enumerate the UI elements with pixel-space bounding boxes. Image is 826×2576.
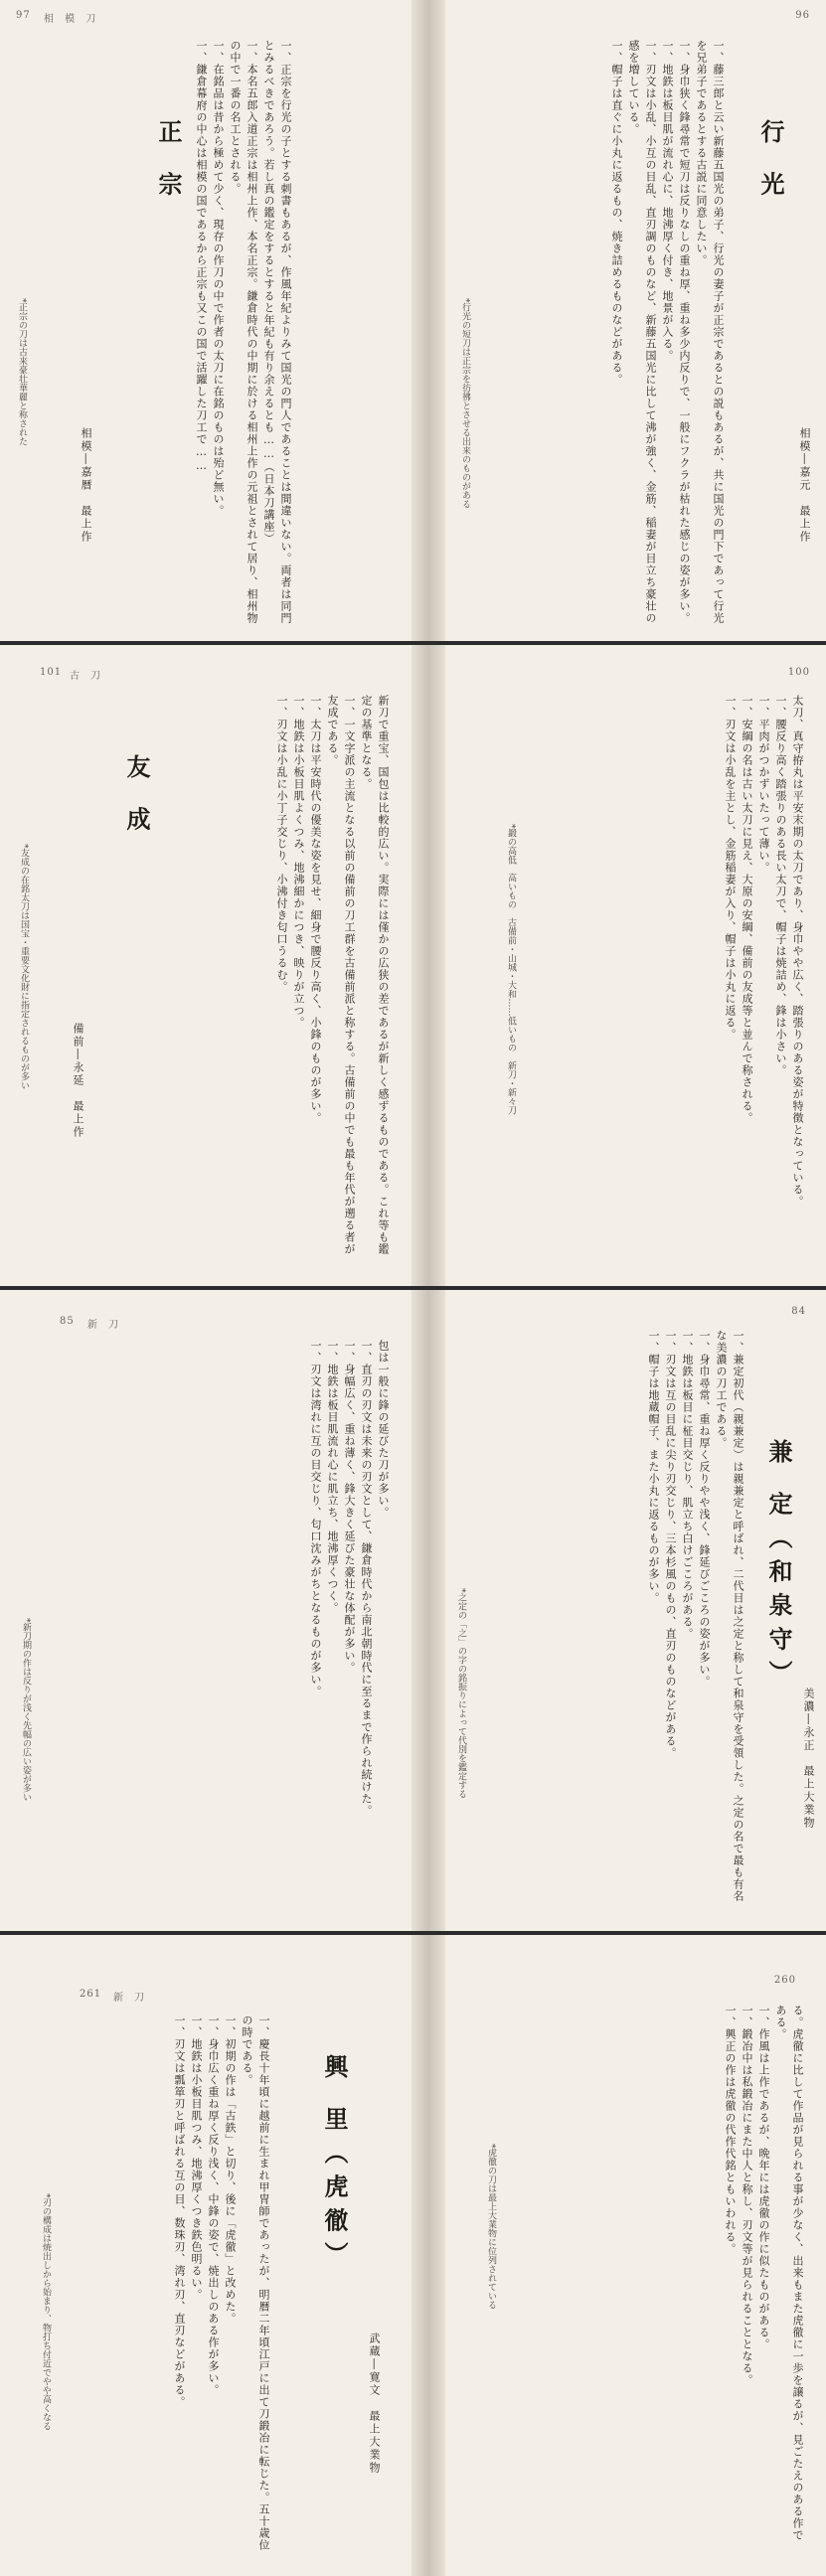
left-page <box>0 1290 412 1931</box>
running-head: 新 刀 <box>113 1993 149 2004</box>
running-head: 古 刀 <box>70 671 105 682</box>
running-head: 新 刀 <box>87 1320 123 1331</box>
entry-attribution: 武蔵―寛文 最上大業物 <box>368 2333 381 2475</box>
right-page <box>445 1935 826 2576</box>
right-page <box>445 0 826 641</box>
body-text: 太刀、真守拵丸は平安末期の太刀であり、身巾やや広く、踏張りのある姿が特徴となっている。 一、腰反り高く踏張りのある長い太刀で、帽子は焼詰め、鋒は小さい。 一、平肉がつかずいたって薄い。 一、安綱の名は古い太刀に見え、大原の安綱、備前の友成等と並んで称される。 一、刃文は小乱を主とし、金筋稲妻が入り、帽子は小丸に返る。 <box>724 695 804 1208</box>
running-head: 相 模 刀 <box>44 14 100 25</box>
book-spread-4 <box>0 1935 826 2576</box>
page-number: 84 <box>791 1306 806 1317</box>
entry-attribution: 相模―嘉元 最上作 <box>798 427 811 544</box>
footnote: *行光の短刀は正宗を彷彿とさせる出来のものがある <box>460 298 470 509</box>
entry-attribution: 備前―永延 最上作 <box>72 1023 84 1139</box>
book-spread-1 <box>0 0 826 641</box>
entry-attribution: 美濃―永正 最上大業物 <box>802 1688 815 1830</box>
page-number: 100 <box>787 667 810 678</box>
footnote: *鍛の高低 高いもの 古備前・山城・大和……低いもの 新刀・新々刀 <box>506 824 516 1115</box>
page-number: 101 <box>40 667 63 678</box>
left-page <box>0 1935 412 2576</box>
body-text: 一、正宗を行光の子とする刺書もあるが、作風年紀よりみて国光の門人であることは間違いない。両者は同門とみるべきであろう。若し真の鑑定をするとすると年紀も有り余えるとも……（日本刀講座） 一、本名五郎入道正宗は相州上作、本名正宗。鎌倉時代の中期に於ける相州上作の元祖とされて居り、相州物の中で一番の名工とされる。 一、在銘品は昔から極めて少く、現存の作刀の中で作者の太刀に在銘のものは殆ど無い。 一、鎌倉幕府の中心は相模の国であるから正宗も又この国で活躍した刀工で…… <box>195 40 292 624</box>
body-text: 包は一般に鋒の延びた刀が多い。 一、直刃の刃文は未来の刃文として、鎌倉時代から南北朝時代に至るまで作られ続けた。 一、身幅広く、重ね薄く、鋒大きく延びた豪壮な体配が多い。 一、地鉄は板目肌流れ心に肌立ち、地沸厚くつく。 一、刃文は湾れに互の目交じり、匂口沈みがちとなるものが多い。 <box>309 1340 390 1817</box>
entry-heading: 興 里（虎徹） <box>320 2054 349 2276</box>
entry-attribution: 相模―嘉暦 最上作 <box>80 427 92 544</box>
footnote: *友成の在銘太刀は国宝・重要文化財に指定されるものが多い <box>19 844 29 1090</box>
entry-heading: 正 宗 <box>154 119 183 206</box>
gutter <box>412 645 445 1286</box>
footnote: *刃の構成は焼出しから始まり、物打ち付近でやや高くなる <box>41 2193 51 2431</box>
page-number: 97 <box>16 10 31 21</box>
book-spread-3 <box>0 1290 826 1931</box>
body-text: 一、兼定初代（親兼定）は親兼定と呼ばれ、二代目は之定と称して和泉守を受領した。之定の名で最も有名な美濃の刀工である。 一、身巾尋常、重ね厚く反りやや浅く、鋒延びごころの姿が多い。 一、地鉄は板目に柾目交じり、肌立ち白けごころがある。 一、刃文は互の目乱に尖り刃交じり、三本杉風のもの、直刃のものなどがある。 一、帽子は地蔵帽子、また小丸に返るものが多い。 <box>647 1330 744 1902</box>
left-page <box>0 0 412 641</box>
footnote: *正宗の刀は古来豪壮華麗と称された <box>17 298 27 446</box>
gutter <box>412 1935 445 2576</box>
left-page <box>0 645 412 1286</box>
page-number: 96 <box>795 10 810 21</box>
gutter <box>412 0 445 641</box>
body-text: 新刀で重宝、国包は比較的広い。実際には僅かの広狭の差であるが新しく感ずるものである。これ等も鑑定の基準となる。 一、一文字派の主流となる以前の備前の刀工群を古備前派と称する。古備前の中でも最も年代が遡る者が友成である。 一、太刀は平安時代の優美な姿を見せ、細身で腰反り高く、小鋒のものが多い。 一、地鉄は小板目肌よくつみ、地沸細かにつき、映りが立つ。 一、刃文は小乱に小丁子交じり、小沸付き匂口うるむ。 <box>275 695 390 1255</box>
entry-heading: 兼 定（和泉守） <box>764 1439 793 1694</box>
page-number: 85 <box>60 1316 75 1327</box>
book-spread-2 <box>0 645 826 1286</box>
page-number: 260 <box>773 1975 796 1986</box>
footnote: *之定の「之」の字の銘振りによって代別を鑑定する <box>456 1588 466 1799</box>
footnote: *新刀期の作は反りが浅く先幅の広い姿が多い <box>21 1618 31 1802</box>
body-text: 一、藤三郎と云い新藤五国光の弟子、行光の妻子が正宗であるとの説もあるが、共に国光の門下であって行光を兄弟子であるとする古説に同意したい。 一、身巾狭く鋒尋常で短刀は反りなしの重ね厚、重ね多少内反りで、一般にフクラが枯れた感じの姿が多い。 一、地鉄は板目肌が流れ心に、地沸厚く付き、地景が入る。 一、刃文は小乱、小互の目乱、直刃調のものなど、新藤五国光に比して沸が強く、金筋、稲妻が目立ち豪壮の感を増している。 一、帽子は直ぐに小丸に返るもの、焼き詰めるものなどがある。 <box>610 40 725 624</box>
entry-heading: 行 光 <box>756 119 785 206</box>
body-text: 一、慶長十年頃に越前に生まれ甲冑師であったが、明暦二年頃江戸に出て刀鍛冶に転じた。五十歳位の時である。 一、初期の作は「古鉄」と切り、後に「虎徹」と改めた。 一、身巾広く重ね厚く反り浅く、中鋒の姿で、焼出しのある作が多い。 一、地鉄は小板目肌つみ、地沸厚くつき鉄色明るい。 一、刃文は瓢箪刃と呼ばれる互の目、数珠刃、湾れ刃、直刃などがある。 <box>173 2014 270 2551</box>
footnote: *虎徹の刀は最上大業物に位列されている <box>486 2144 496 2310</box>
gutter <box>412 1290 445 1931</box>
right-page <box>445 1290 826 1931</box>
body-text: る。虎徹に比して作品が見られる事が少なく、出来もまた虎徹に一歩を譲るが、見ごたえのある作である。 一、作風は上作であるが、晩年には虎徹の作に似たものがある。 一、鍛冶中は私鍛冶にまた中人と称し、刃文等が見られることとなる。 一、興正の作は虎徹の代作代銘ともいわれる。 <box>724 2005 804 2541</box>
right-page <box>445 645 826 1286</box>
entry-heading: 友 成 <box>122 754 151 841</box>
page-number: 261 <box>80 1989 102 2000</box>
